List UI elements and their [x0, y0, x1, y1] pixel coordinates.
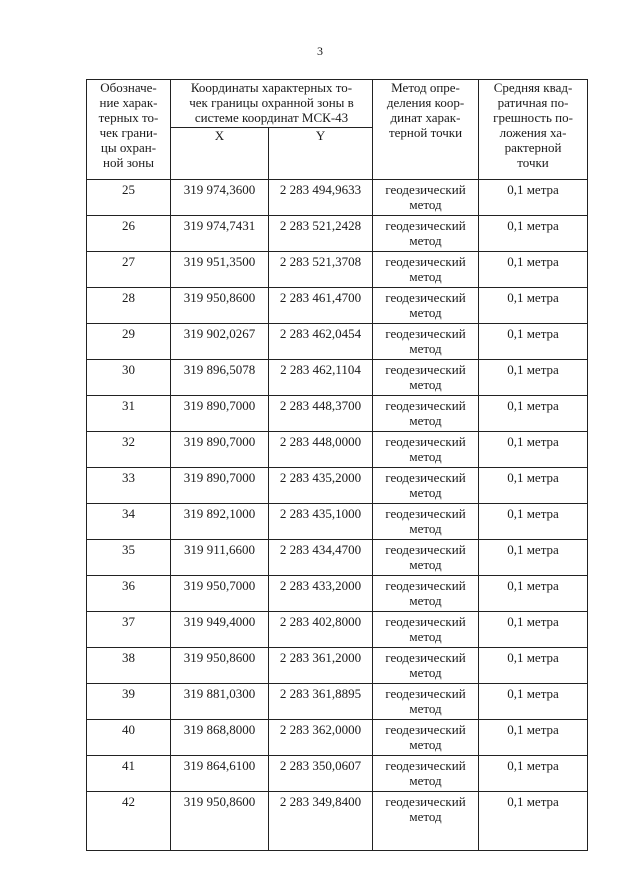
- accuracy-cell: 0,1 метра: [479, 288, 588, 324]
- x-coordinate-cell: 319 902,0267: [171, 324, 269, 360]
- method-cell: геодезический метод: [373, 648, 479, 684]
- y-coordinate-cell: 2 283 350,0607: [269, 756, 373, 792]
- y-coordinate-cell: 2 283 448,3700: [269, 396, 373, 432]
- header-method: Метод опре- деления коор- динат харак- терной точки: [373, 80, 479, 180]
- accuracy-cell: 0,1 метра: [479, 468, 588, 504]
- point-cell: 35: [87, 540, 171, 576]
- accuracy-cell: 0,1 метра: [479, 252, 588, 288]
- y-coordinate-cell: 2 283 349,8400: [269, 792, 373, 851]
- point-cell: 25: [87, 180, 171, 216]
- x-coordinate-cell: 319 864,6100: [171, 756, 269, 792]
- point-cell: 39: [87, 684, 171, 720]
- header-x: X: [171, 128, 269, 180]
- accuracy-cell: 0,1 метра: [479, 360, 588, 396]
- method-cell: геодезический метод: [373, 396, 479, 432]
- table-row: [87, 684, 588, 720]
- point-cell: 28: [87, 288, 171, 324]
- accuracy-cell: 0,1 метра: [479, 540, 588, 576]
- y-coordinate-cell: 2 283 433,2000: [269, 576, 373, 612]
- method-cell: геодезический метод: [373, 288, 479, 324]
- table-row: [87, 252, 588, 288]
- table-row: [87, 216, 588, 252]
- y-coordinate-cell: 2 283 461,4700: [269, 288, 373, 324]
- y-coordinate-cell: 2 283 435,2000: [269, 468, 373, 504]
- method-cell: геодезический метод: [373, 504, 479, 540]
- x-coordinate-cell: 319 974,3600: [171, 180, 269, 216]
- point-cell: 31: [87, 396, 171, 432]
- accuracy-cell: 0,1 метра: [479, 432, 588, 468]
- method-cell: геодезический метод: [373, 360, 479, 396]
- accuracy-cell: 0,1 метра: [479, 324, 588, 360]
- y-coordinate-cell: 2 283 521,2428: [269, 216, 373, 252]
- accuracy-cell: 0,1 метра: [479, 576, 588, 612]
- y-coordinate-cell: 2 283 521,3708: [269, 252, 373, 288]
- method-cell: геодезический метод: [373, 612, 479, 648]
- y-coordinate-cell: 2 283 448,0000: [269, 432, 373, 468]
- method-cell: геодезический метод: [373, 720, 479, 756]
- header-y: Y: [269, 128, 373, 180]
- point-cell: 38: [87, 648, 171, 684]
- table-row: [87, 612, 588, 648]
- y-coordinate-cell: 2 283 462,1104: [269, 360, 373, 396]
- table-row: [87, 396, 588, 432]
- accuracy-cell: 0,1 метра: [479, 612, 588, 648]
- x-coordinate-cell: 319 950,8600: [171, 648, 269, 684]
- accuracy-cell: 0,1 метра: [479, 792, 588, 851]
- y-coordinate-cell: 2 283 361,8895: [269, 684, 373, 720]
- accuracy-cell: 0,1 метра: [479, 720, 588, 756]
- x-coordinate-cell: 319 892,1000: [171, 504, 269, 540]
- y-coordinate-cell: 2 283 435,1000: [269, 504, 373, 540]
- x-coordinate-cell: 319 881,0300: [171, 684, 269, 720]
- method-cell: геодезический метод: [373, 576, 479, 612]
- point-cell: 27: [87, 252, 171, 288]
- table-row: [87, 288, 588, 324]
- accuracy-cell: 0,1 метра: [479, 504, 588, 540]
- point-cell: 41: [87, 756, 171, 792]
- point-cell: 30: [87, 360, 171, 396]
- table-body: [87, 180, 588, 851]
- x-coordinate-cell: 319 949,4000: [171, 612, 269, 648]
- x-coordinate-cell: 319 950,7000: [171, 576, 269, 612]
- point-cell: 26: [87, 216, 171, 252]
- point-cell: 40: [87, 720, 171, 756]
- method-cell: геодезический метод: [373, 432, 479, 468]
- table-row: [87, 324, 588, 360]
- method-cell: геодезический метод: [373, 684, 479, 720]
- table-row: [87, 540, 588, 576]
- table-row: [87, 792, 588, 851]
- accuracy-cell: 0,1 метра: [479, 180, 588, 216]
- method-cell: геодезический метод: [373, 252, 479, 288]
- point-cell: 33: [87, 468, 171, 504]
- x-coordinate-cell: 319 890,7000: [171, 396, 269, 432]
- y-coordinate-cell: 2 283 434,4700: [269, 540, 373, 576]
- point-cell: 36: [87, 576, 171, 612]
- x-coordinate-cell: 319 890,7000: [171, 432, 269, 468]
- table-row: [87, 504, 588, 540]
- accuracy-cell: 0,1 метра: [479, 756, 588, 792]
- header-coordinates: Координаты характерных то- чек границы охранной зоны в системе координат МСК-43: [171, 80, 373, 128]
- point-cell: 29: [87, 324, 171, 360]
- table-row: [87, 432, 588, 468]
- y-coordinate-cell: 2 283 494,9633: [269, 180, 373, 216]
- coordinates-table: [86, 79, 588, 851]
- table-row: [87, 648, 588, 684]
- x-coordinate-cell: 319 951,3500: [171, 252, 269, 288]
- x-coordinate-cell: 319 950,8600: [171, 288, 269, 324]
- method-cell: геодезический метод: [373, 468, 479, 504]
- method-cell: геодезический метод: [373, 324, 479, 360]
- point-cell: 42: [87, 792, 171, 851]
- page-number: 3: [317, 44, 323, 58]
- x-coordinate-cell: 319 896,5078: [171, 360, 269, 396]
- method-cell: геодезический метод: [373, 180, 479, 216]
- x-coordinate-cell: 319 890,7000: [171, 468, 269, 504]
- header-point-designation: Обозначе- ние харак- терных то- чек грани- цы охран- ной зоны: [87, 80, 171, 180]
- header-accuracy: Средняя квад- ратичная по- грешность по- ложения ха- рактерной точки: [479, 80, 588, 180]
- y-coordinate-cell: 2 283 462,0454: [269, 324, 373, 360]
- x-coordinate-cell: 319 868,8000: [171, 720, 269, 756]
- table-row: [87, 720, 588, 756]
- method-cell: геодезический метод: [373, 540, 479, 576]
- point-cell: 37: [87, 612, 171, 648]
- method-cell: геодезический метод: [373, 216, 479, 252]
- point-cell: 34: [87, 504, 171, 540]
- table-row: [87, 180, 588, 216]
- method-cell: геодезический метод: [373, 756, 479, 792]
- x-coordinate-cell: 319 950,8600: [171, 792, 269, 851]
- x-coordinate-cell: 319 911,6600: [171, 540, 269, 576]
- accuracy-cell: 0,1 метра: [479, 396, 588, 432]
- table-row: [87, 468, 588, 504]
- point-cell: 32: [87, 432, 171, 468]
- table-row: [87, 576, 588, 612]
- y-coordinate-cell: 2 283 362,0000: [269, 720, 373, 756]
- x-coordinate-cell: 319 974,7431: [171, 216, 269, 252]
- accuracy-cell: 0,1 метра: [479, 648, 588, 684]
- accuracy-cell: 0,1 метра: [479, 684, 588, 720]
- y-coordinate-cell: 2 283 402,8000: [269, 612, 373, 648]
- table-row: [87, 360, 588, 396]
- accuracy-cell: 0,1 метра: [479, 216, 588, 252]
- table-row: [87, 756, 588, 792]
- y-coordinate-cell: 2 283 361,2000: [269, 648, 373, 684]
- method-cell: геодезический метод: [373, 792, 479, 851]
